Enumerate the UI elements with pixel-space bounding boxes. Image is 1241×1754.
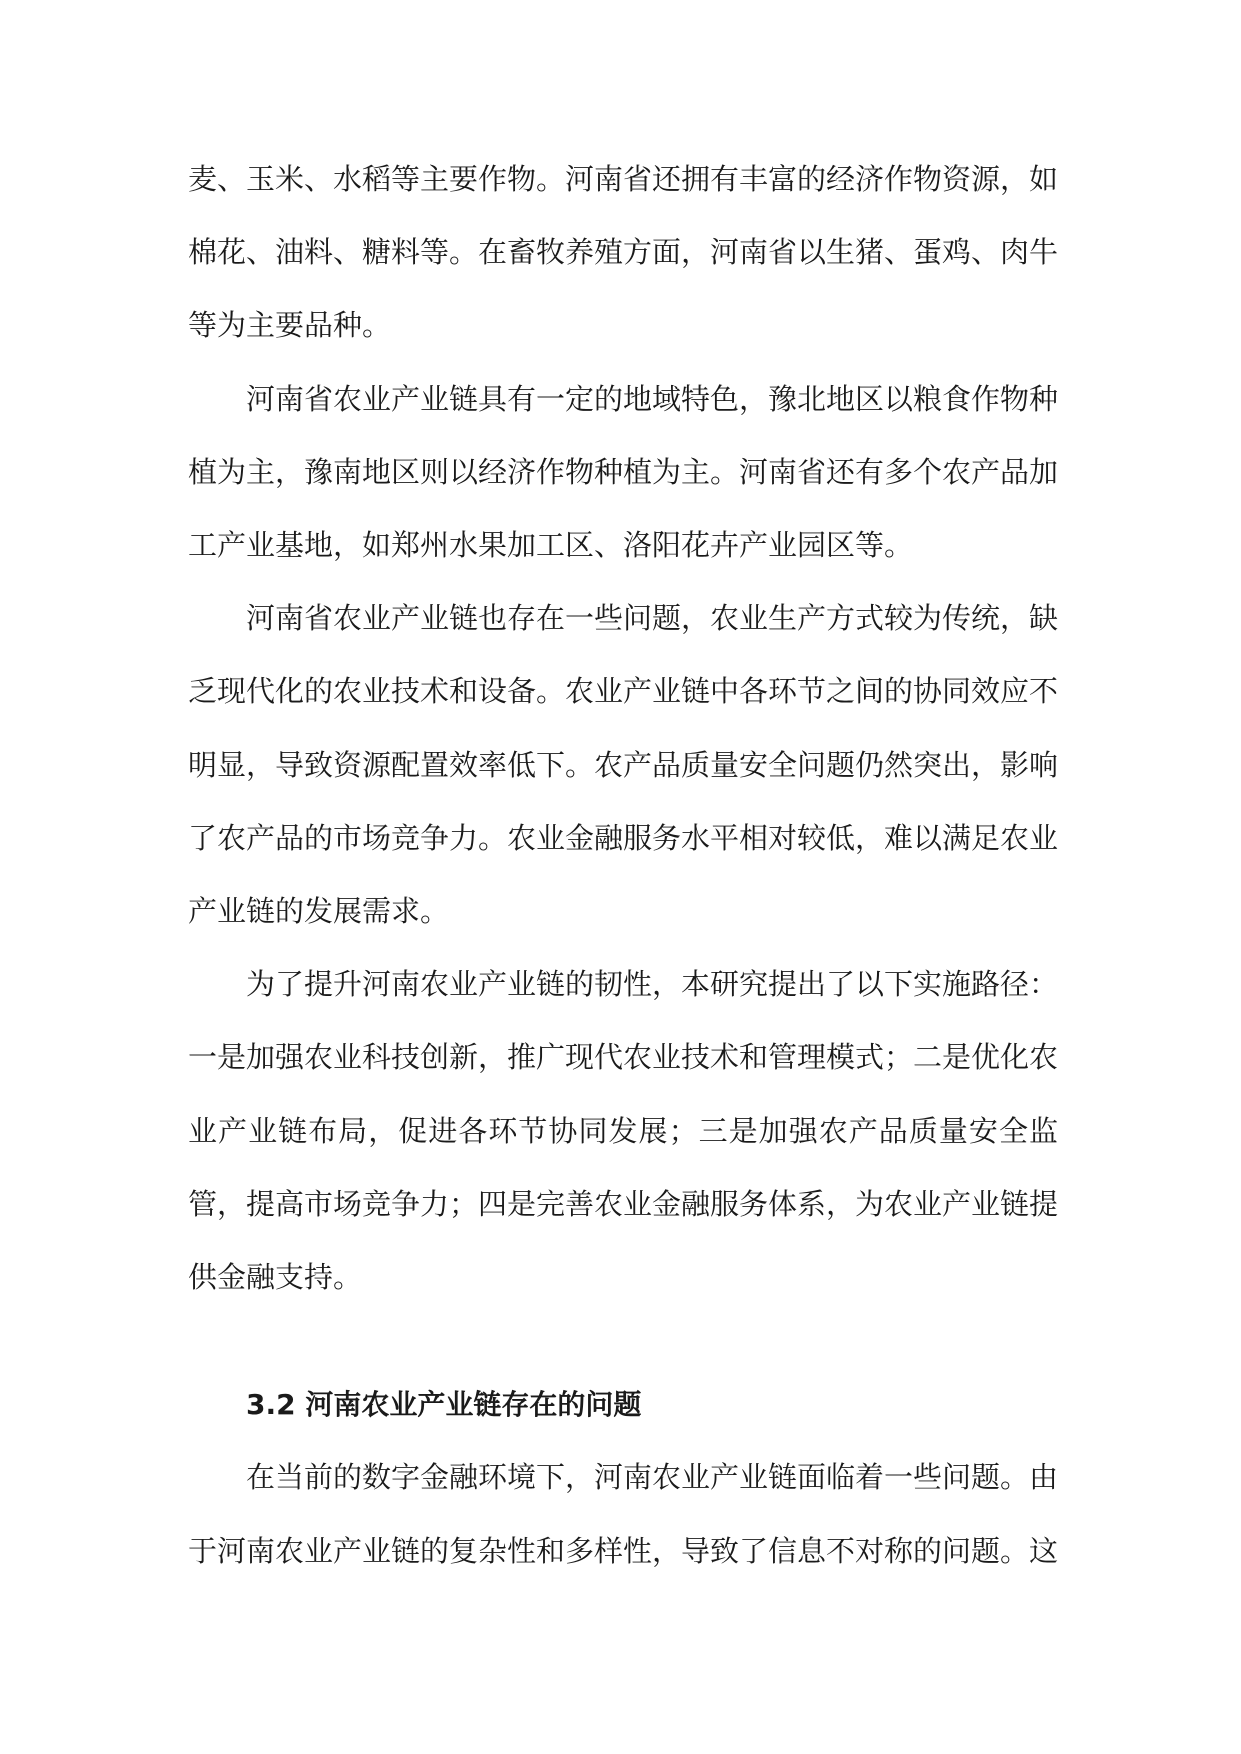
- document-body: [188, 143, 1058, 1588]
- paragraph-digital-finance: 在当前的数字金融环境下，河南农业产业链面临着一些问题。由于河南农业产业链的复杂性和多样性，导致了信息不对称的问题。这: [188, 1460, 1059, 1568]
- section-heading: 3.2 河南农业产业链存在的问题: [246, 1388, 642, 1422]
- paragraph-crops: 麦、玉米、水稻等主要作物。河南省还拥有丰富的经济作物资源，如棉花、油料、糖料等。在畜牧养殖方面，河南省以生猪、蛋鸡、肉牛等为主要品种。: [188, 162, 1059, 343]
- paragraph-problems-overview: 河南省农业产业链也存在一些问题，农业生产方式较为传统，缺乏现代化的农业技术和设备。农业产业链中各环节之间的协同效应不明显，导致资源配置效率低下。农产品质量安全问题仍然突出，影响了农产品的市场竞争力。农业金融服务水平相对较低，难以满足农业产业链的发展需求。: [188, 601, 1059, 929]
- paragraph-regional-features: 河南省农业产业链具有一定的地域特色，豫北地区以粮食作物种植为主，豫南地区则以经济作物种植为主。河南省还有多个农产品加工产业基地，如郑州水果加工区、洛阳花卉产业园区等。: [188, 381, 1059, 563]
- paragraph-implementation-paths: 为了提升河南农业产业链的韧性，本研究提出了以下实施路径：一是加强农业科技创新，推广现代农业技术和管理模式；二是优化农业产业链布局，促进各环节协同发展；三是加强农产品质量安全监管，提高市场竞争力；四是完善农业金融服务体系，为农业产业链提供金融支持。: [188, 967, 1059, 1295]
